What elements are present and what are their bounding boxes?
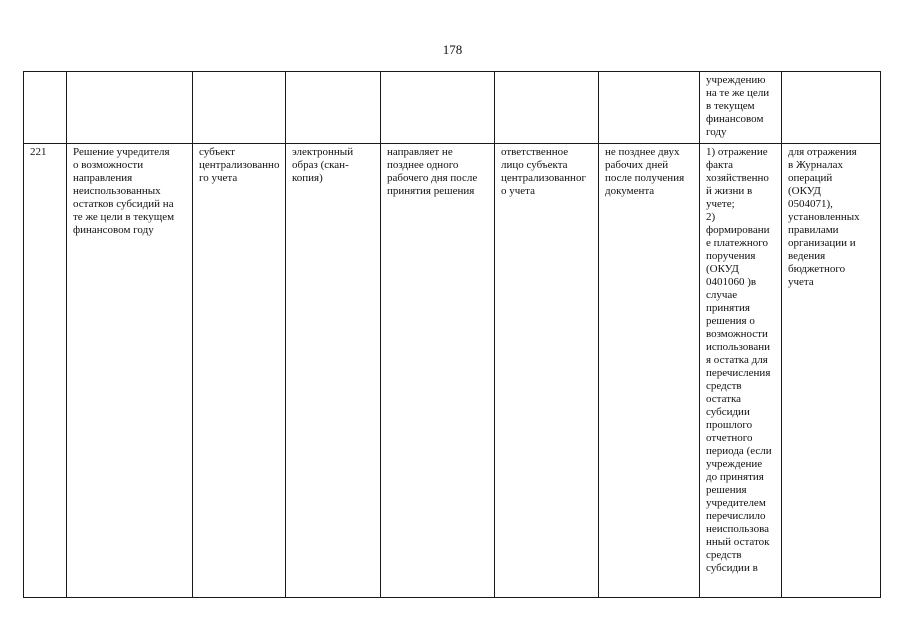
table-cell-deadline: направляет не позднее одного рабочего дня после принятия решения [381,144,495,598]
table-cell-number: 221 [24,144,67,598]
table-cell-processing-time [599,72,700,144]
table-row-continued [24,72,881,144]
procedure-table [23,71,881,598]
table-cell-purpose: учреждению на те же цели в текущем финансовом году [700,72,782,144]
table-cell-document [67,72,193,144]
table-cell-document: Решение учредителя о возможности направления неиспользованных остатков субсидий на те же цели в текущем финансовом году [67,144,193,598]
table-cell-recipient: ответственное лицо субъекта централизованног о учета [495,144,599,598]
table-cell-purpose: 1) отражение факта хозяйственно й жизни в учете; 2) формировани е платежного поручения (ОКУД 0401060 )в случае принятия решения о возможности использовани я остатка для перечисления средств остатка субсидии прошлого отчетного периода (если учреждение до принятия решения учредителем перечислило неиспользова нный остаток средств субсидии в [700,144,782,598]
table-cell-registers [782,72,881,144]
table-cell-recipient [495,72,599,144]
table-cell-format [286,72,381,144]
page-number: 178 [442,42,463,57]
table-cell-processing-time: не позднее двух рабочих дней после получения документа [599,144,700,598]
table-cell-creator [193,72,286,144]
table-cell-deadline [381,72,495,144]
table-cell-number [24,72,67,144]
table-row [24,144,881,598]
table-cell-creator: субъект централизованно го учета [193,144,286,598]
table-cell-format: электронный образ (скан- копия) [286,144,381,598]
table-cell-registers: для отражения в Журналах операций (ОКУД 0504071), установленных правилами организации и ведения бюджетного учета [782,144,881,598]
